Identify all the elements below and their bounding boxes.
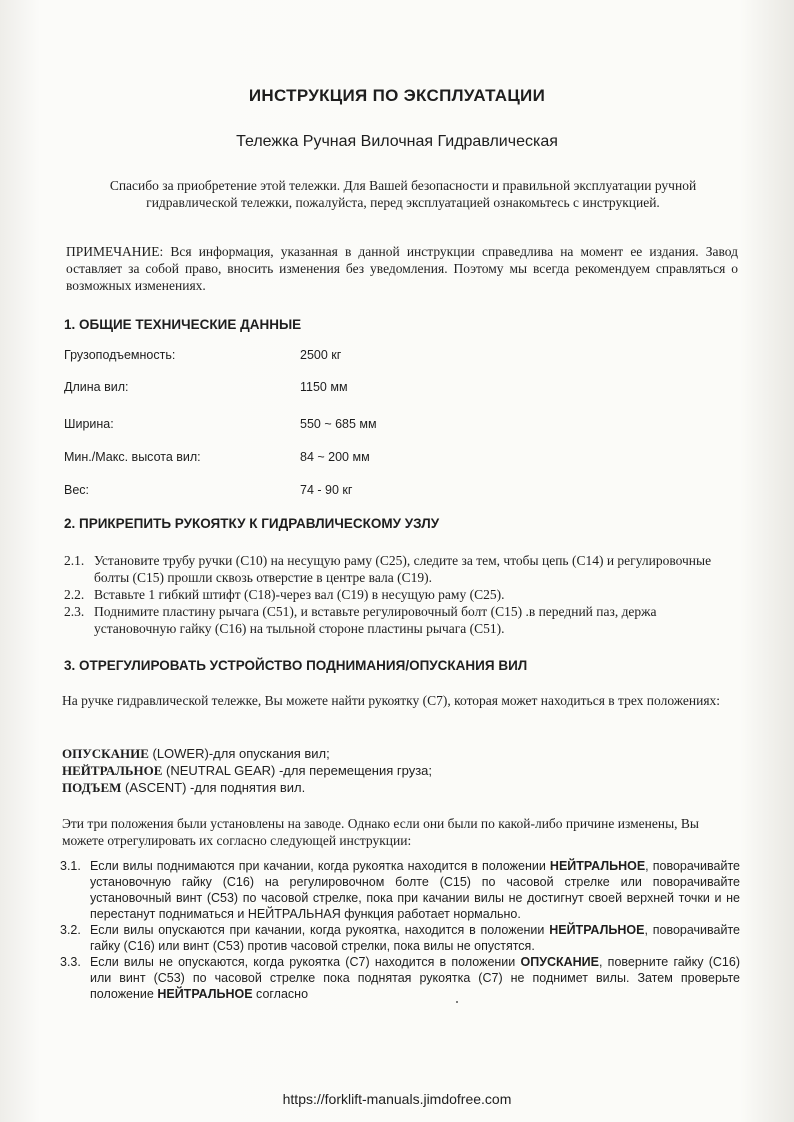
item-number: 3.3. <box>60 955 81 969</box>
spec-label: Мин./Макс. высота вил: <box>64 450 201 464</box>
mode-list <box>62 745 738 796</box>
spec-value: 1150 мм <box>300 380 348 394</box>
item-text: Вставьте 1 гибкий штифт (С18)-через вал (С19) в несущую раму (С25). <box>94 587 505 602</box>
list-item <box>60 922 740 954</box>
mode-name: ОПУСКАНИЕ <box>62 746 149 761</box>
item-text: Поднимите пластину рычага (С51), и вставьте регулировочный болт (С15) .в передний паз, держа установочную гайку (С16) на тыльной стороне пластины рычага (С51). <box>94 604 657 636</box>
item-text: Если вилы поднимаются при качании, когда рукоятка находится в положении <box>90 859 550 873</box>
spec-label: Грузоподъемность: <box>64 348 176 362</box>
spec-label: Длина вил: <box>64 380 129 394</box>
list-item <box>60 858 740 922</box>
item-number: 3.1. <box>60 859 81 873</box>
mode-item <box>62 745 738 762</box>
mode-desc: (ASCENT) -для поднятия вил. <box>121 780 306 795</box>
item-emphasis: НЕЙТРАЛЬНОЕ <box>549 923 645 937</box>
item-text: , поворачивайте установочную гайку (С16) на регулировочном болте (С15) по часовой стрелке или поворачивайте установочный винт (С53) по часовой стрелке, пока при качании вилы не достигнут своей верхней точки и не перестанут подниматься и НЕЙТРАЛЬНАЯ функция работает нормально. <box>90 859 740 921</box>
item-number: 2.2. <box>64 587 85 602</box>
item-number: 2.3. <box>64 604 85 619</box>
spec-label: Вес: <box>64 483 90 497</box>
mode-name: ПОДЪЕМ <box>62 780 122 795</box>
item-emphasis: ОПУСКАНИЕ <box>520 955 599 969</box>
spec-value: 74 - 90 кг <box>300 483 353 497</box>
item-text: , поворачивайте гайку (С16) или винт (С53) против часовой стрелки, пока вилы не опустятся. <box>90 923 740 953</box>
document-title: ИНСТРУКЦИЯ ПО ЭКСПЛУАТАЦИИ <box>248 86 546 105</box>
item-emphasis: НЕЙТРАЛЬНОЕ <box>549 859 646 873</box>
section-3-heading: 3. ОТРЕГУЛИРОВАТЬ УСТРОЙСТВО ПОДНИМАНИЯ/ОПУСКАНИЯ ВИЛ <box>64 658 528 673</box>
item-text: , поверните гайку (С16) или винт (С53) по часовой стрелке пока поднятая рукоятка (С7) не поднимет вилы. Затем проверьте положение <box>90 955 740 1001</box>
section-3-list <box>60 858 740 1002</box>
item-number: 2.1. <box>64 553 85 568</box>
section-2-heading: 2. ПРИКРЕПИТЬ РУКОЯТКУ К ГИДРАВЛИЧЕСКОМУ УЗЛУ <box>64 516 440 531</box>
item-text: Если вилы опускаются при качании, когда рукоятка, находится в положении <box>90 923 550 937</box>
spec-value: 2500 кг <box>300 348 342 362</box>
list-item <box>64 552 740 586</box>
item-text: Если вилы не опускаются, когда рукоятка (С7) находится в положении <box>90 955 521 969</box>
item-text: Установите трубу ручки (С10) на несущую раму (С25), следите за тем, чтобы цепь (С14) и регулировочные болты (С15) прошли сквозь отверстие в центре вала (С19). <box>94 553 712 585</box>
scan-speck <box>456 1001 458 1003</box>
item-text: согласно <box>252 987 309 1001</box>
mode-item <box>62 779 738 796</box>
spec-value: 84 ~ 200 мм <box>300 450 370 464</box>
mode-item <box>62 762 738 779</box>
footer-url: https://forklift-manuals.jimdofree.com <box>282 1091 512 1107</box>
list-item <box>60 954 740 1002</box>
mode-desc: (LOWER)-для опускания вил; <box>148 746 330 761</box>
intro-paragraph: Спасибо за приобретение этой тележки. Для Вашей безопасности и правильной эксплуатации ручной гидравлической тележки, пожалуйста, перед эксплуатацией ознакомьтесь с инструкцией. <box>109 178 697 210</box>
section-2-list <box>64 552 740 637</box>
mode-desc: (NEUTRAL GEAR) -для перемещения груза; <box>162 763 433 778</box>
spec-value: 550 ~ 685 мм <box>300 417 377 431</box>
section-3-note: Эти три положения были установлены на заводе. Однако если они были по какой-либо причине изменены, Вы можете отрегулировать их согласно следующей инструкции: <box>62 816 699 848</box>
item-number: 3.2. <box>60 923 81 937</box>
note-paragraph: ПРИМЕЧАНИЕ: Вся информация, указанная в данной инструкции справедлива на момент ее издания. Завод оставляет за собой право, вносить изменения без уведомления. Поэтому мы всегда рекомендуем справляться о возможных изменениях. <box>66 244 738 293</box>
list-item <box>64 603 740 637</box>
mode-name: НЕЙТРАЛЬНОЕ <box>62 763 163 778</box>
section-3-intro: На ручке гидравлической тележке, Вы можете найти рукоятку (С7), которая может находиться в трех положениях: <box>62 693 721 708</box>
document-subtitle: Тележка Ручная Вилочная Гидравлическая <box>236 133 558 150</box>
list-item <box>64 586 740 603</box>
section-1-heading: 1. ОБЩИЕ ТЕХНИЧЕСКИЕ ДАННЫЕ <box>64 317 302 332</box>
item-emphasis: НЕЙТРАЛЬНОЕ <box>157 987 253 1001</box>
spec-label: Ширина: <box>64 417 114 431</box>
